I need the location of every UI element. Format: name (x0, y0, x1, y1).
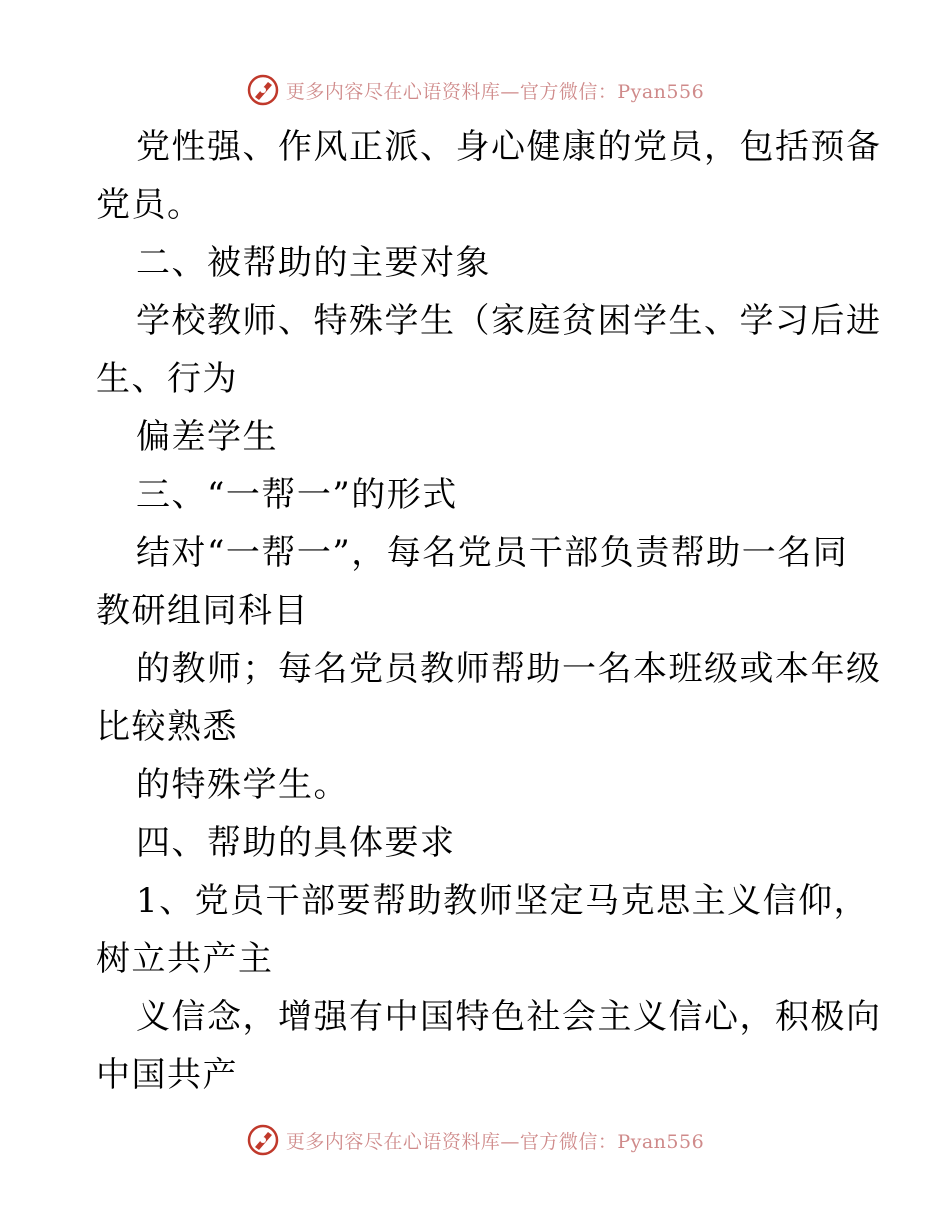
section-heading: 四、帮助的具体要求 (136, 823, 456, 863)
text-line: 生、行为 (96, 359, 238, 399)
text-line: 党性强、作风正派、身心健康的党员，包括预备 (136, 127, 882, 167)
text-line: 学校教师、特殊学生（家庭贫困学生、学习后进 (136, 301, 882, 341)
text-line: 的特殊学生。 (136, 765, 349, 805)
section-heading: 二、被帮助的主要对象 (136, 243, 491, 283)
watermark-text: 更多内容尽在心语资料库—官方微信：Pyan556 (285, 80, 705, 103)
text-line: 的教师；每名党员教师帮助一名本班级或本年级 (136, 649, 882, 689)
watermark-footer (0, 1120, 950, 1160)
text-line: 义信念，增强有中国特色社会主义信心，积极向 (136, 997, 882, 1037)
section-heading: 三、“一帮一”的形式 (136, 475, 458, 515)
text-line: 中国共产 (96, 1055, 238, 1095)
text-line: 偏差学生 (136, 417, 278, 457)
pen-logo-icon (246, 73, 280, 107)
text-line: 教研组同科目 (96, 591, 309, 631)
text-line: 比较熟悉 (96, 707, 238, 747)
text-line: 1、党员干部要帮助教师坚定马克思主义信仰， (136, 881, 870, 921)
watermark-text: 更多内容尽在心语资料库—官方微信：Pyan556 (285, 1130, 705, 1153)
text-line: 结对“一帮一”，每名党员干部负责帮助一名同 (136, 533, 849, 573)
pen-logo-icon (246, 1123, 280, 1157)
watermark-header (0, 70, 950, 110)
text-line: 树立共产主 (96, 939, 274, 979)
text-line: 党员。 (96, 185, 203, 225)
